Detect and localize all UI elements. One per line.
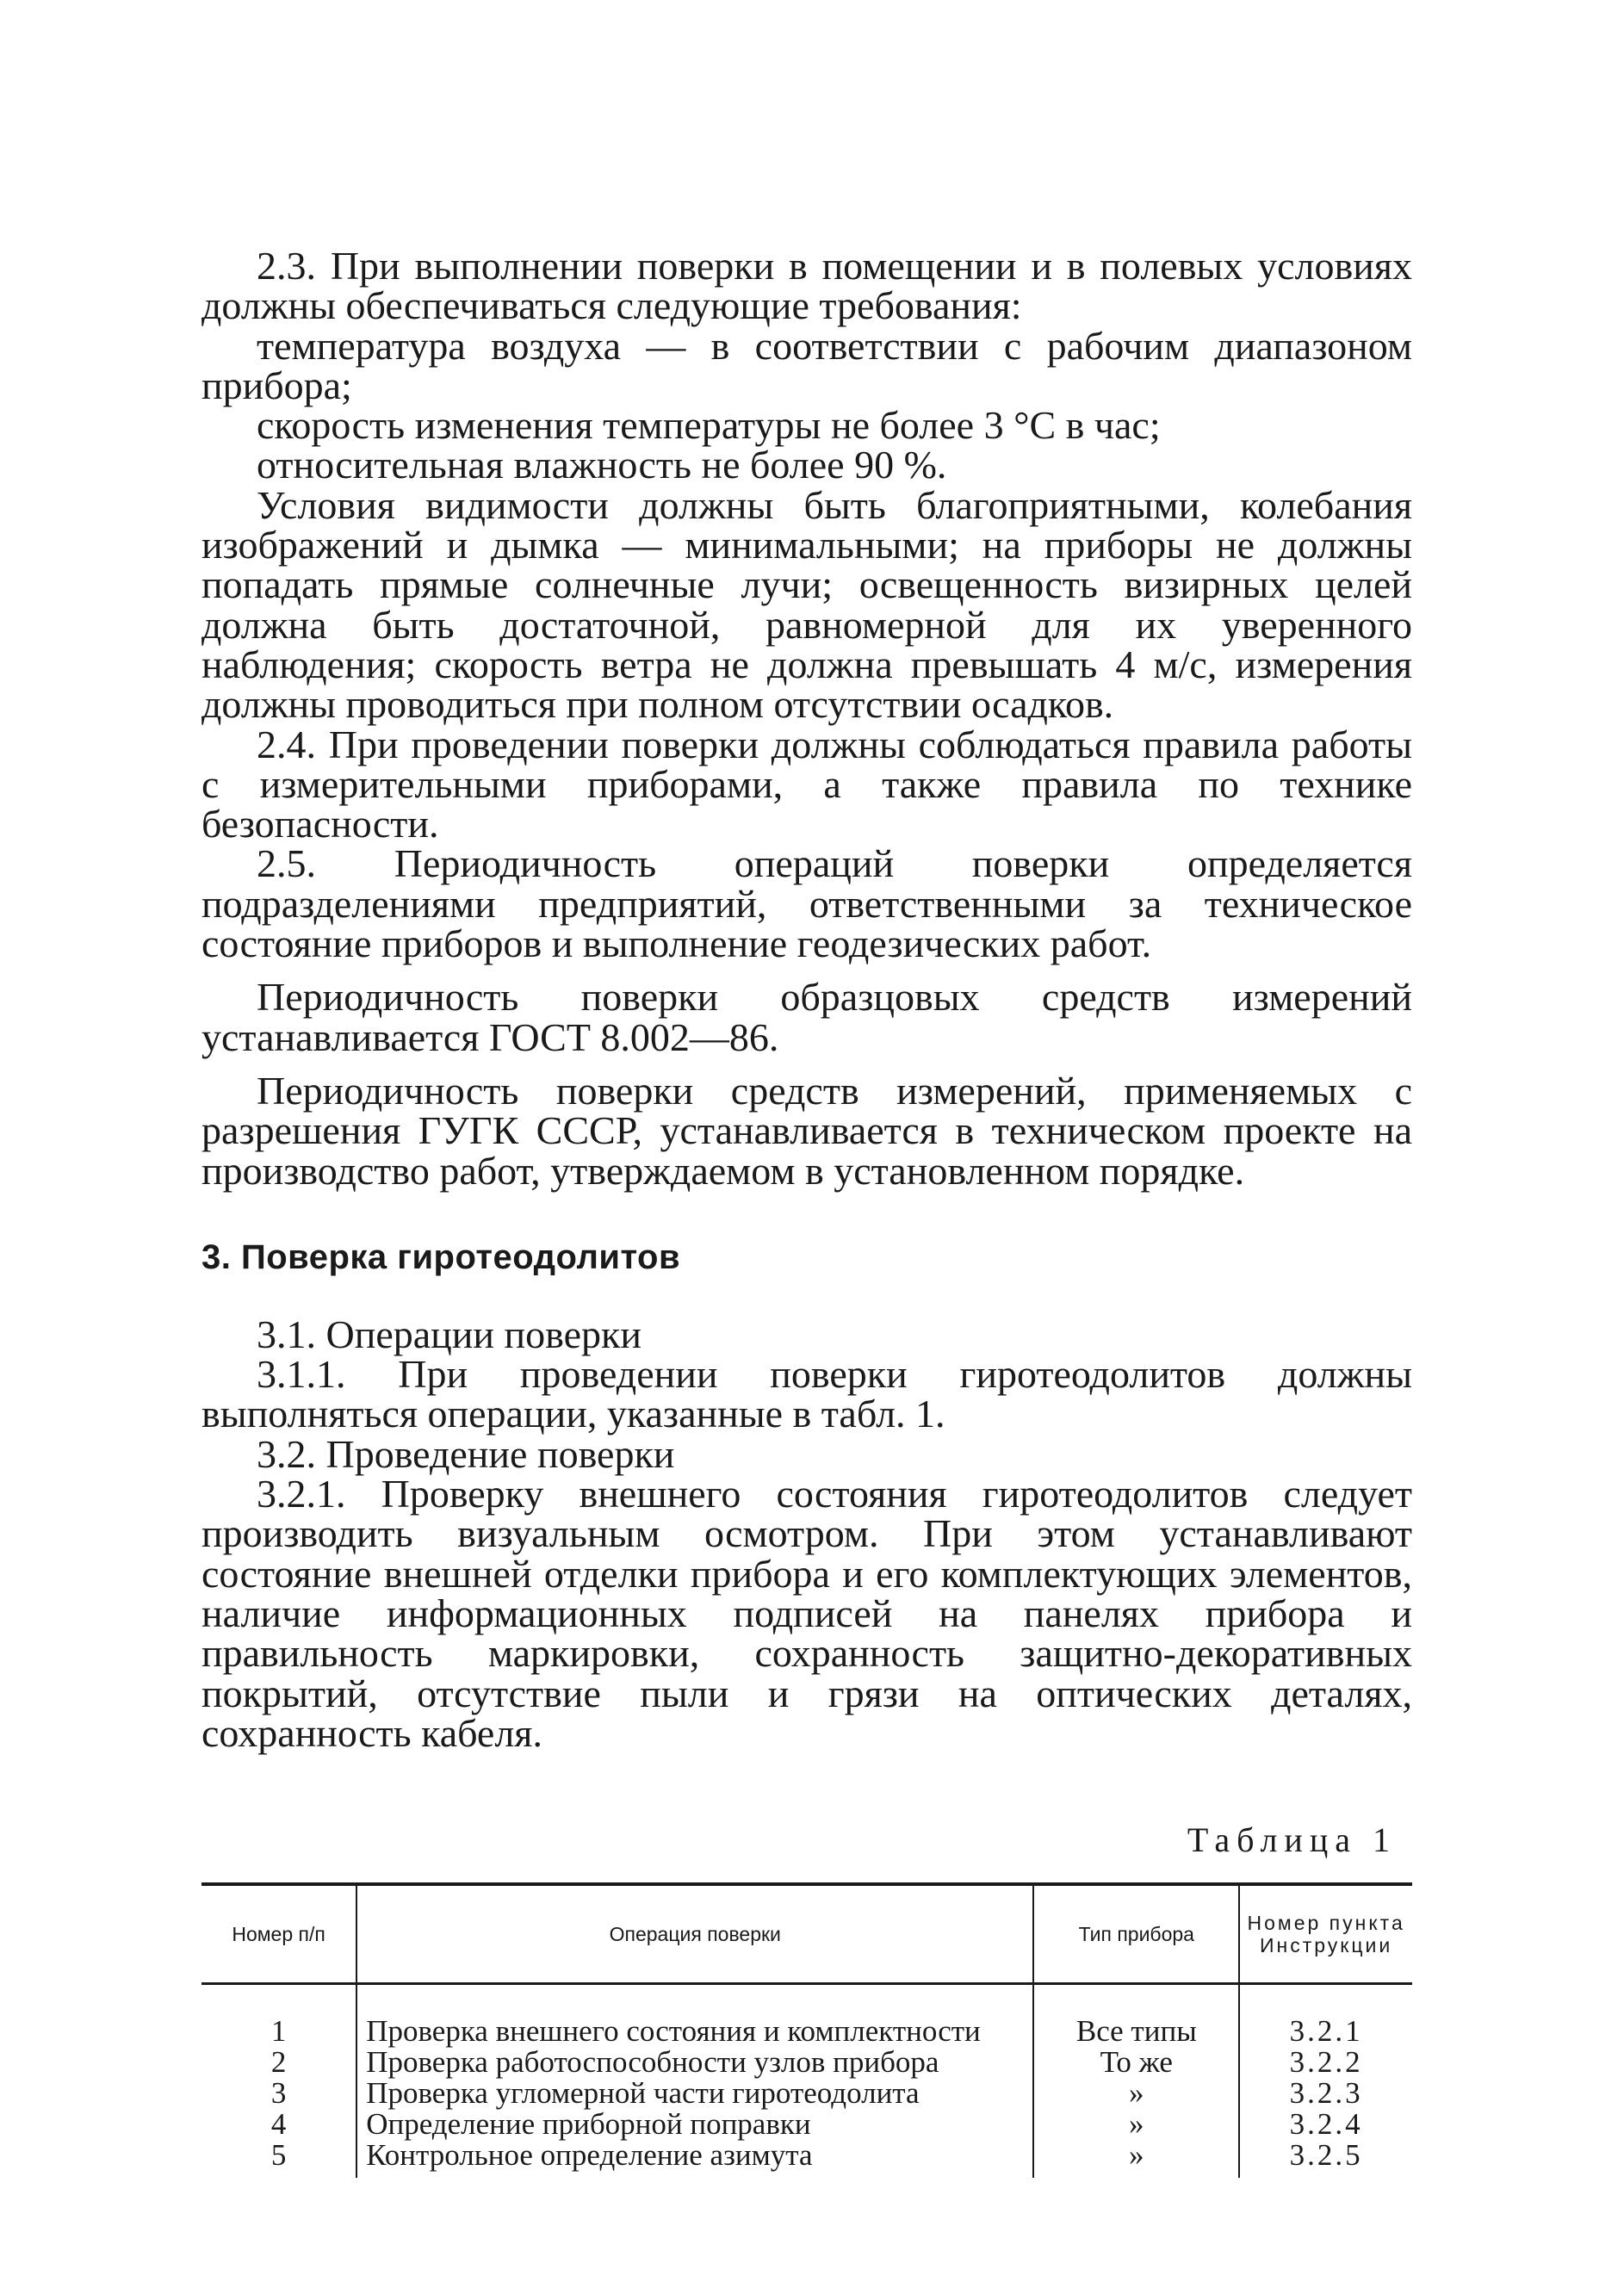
paragraph-visibility: Условия видимости должны быть благоприятными, колебания изображений и дымка — минимальными; на приборы не должны попадать прямые солнечные лучи; освещенность визирных целей должна быть достаточной, равномерной для их уверенного наблюдения; скорость ветра не должна превышать 4 м/с, измерения должны проводиться при полном отсутствии осадков. xyxy=(201,482,1412,727)
paragraph-2-4: 2.4. При проведении поверки должны соблюдаться правила работы с измерительными приборами, а также правила по технике безопасности. xyxy=(201,722,1412,846)
header-clause: Номер пункта Инструкции xyxy=(1239,1884,1412,1984)
cell-clause: 3.2.5 xyxy=(1289,2138,1363,2173)
cell-device-type: Все типы xyxy=(1033,1984,1239,2048)
cell-operation: Проверка угломерной части гиротеодолита xyxy=(356,2078,1033,2109)
table-title: Таблица 1 xyxy=(1187,1820,1397,1860)
cell-operation: Определение приборной поправки xyxy=(356,2109,1033,2140)
table-row xyxy=(201,2109,1412,2140)
cell-operation: Проверка внешнего состояния и комплектности xyxy=(356,1984,1033,2048)
requirement-temperature: температура воздуха — в соответствии с рабочим диапазоном прибора; xyxy=(201,323,1412,407)
cell-device-type: » xyxy=(1033,2140,1239,2178)
paragraph-3-2: 3.2. Проведение поверки xyxy=(257,1431,675,1476)
body-text-top xyxy=(201,246,1412,1191)
cell-clause: 3.2.2 xyxy=(1289,2045,1363,2080)
cell-number: 3 xyxy=(201,2078,356,2109)
section-heading: 3. Поверка гиротеодолитов xyxy=(201,1237,681,1276)
cell-number: 5 xyxy=(201,2140,356,2178)
cell-operation: Контрольное определение азимута xyxy=(356,2140,1033,2178)
header-operation: Операция поверки xyxy=(356,1884,1033,1984)
paragraph-3-2-1: 3.2.1. Проверку внешнего состояния гиротеодолитов следует производить визуальным осмотром. При этом устанавливают состояние внешней отделки прибора и его комплектующих элементов, наличие информационных подписей на панелях прибора и правильность маркировки, сохранность защитно-декоративных покрытий, отсутствие пыли и грязи на оптических деталях, сохранность кабеля. xyxy=(201,1472,1412,1755)
paragraph-periodicity-reference: Периодичность поверки образцовых средств измерений устанавливается ГОСТ 8.002—86. xyxy=(201,975,1412,1059)
paragraph-periodicity-gugk: Периодичность поверки средств измерений, применяемых с разрешения ГУГК СССР, устанавливается в техническом проекте на производство работ, утверждаемом в установленном порядке. xyxy=(201,1068,1412,1193)
header-number: Номер п/п xyxy=(201,1884,356,1984)
cell-device-type: » xyxy=(1033,2078,1239,2109)
table-row xyxy=(201,1984,1412,2048)
cell-operation: Проверка работоспособности узлов прибора xyxy=(356,2047,1033,2078)
table-header-row xyxy=(201,1884,1412,1984)
table-row xyxy=(201,2140,1412,2178)
table-row xyxy=(201,2047,1412,2078)
cell-device-type: То же xyxy=(1033,2047,1239,2078)
paragraph-3-1-1: 3.1.1. При проведении поверки гиротеодолитов должны выполняться операции, указанные в табл. 1. xyxy=(201,1352,1412,1436)
table-row xyxy=(201,2078,1412,2109)
operations-table xyxy=(201,1882,1412,2178)
document-page xyxy=(201,246,1412,2178)
paragraph-3-1: 3.1. Операции поверки xyxy=(257,1312,642,1356)
cell-clause: 3.2.4 xyxy=(1289,2107,1363,2142)
cell-number: 2 xyxy=(201,2047,356,2078)
paragraph-2-5: 2.5. Периодичность операций поверки определяется подразделениями предприятий, ответственными за техническое состояние приборов и выполнение геодезических работ. xyxy=(201,841,1412,966)
cell-device-type: » xyxy=(1033,2109,1239,2140)
body-text-bottom xyxy=(201,1312,1412,1755)
cell-number: 4 xyxy=(201,2109,356,2140)
requirement-temperature-rate: скорость изменения температуры не более 3 °С в час; xyxy=(257,403,1161,448)
requirement-humidity: относительная влажность не более 90 %. xyxy=(257,443,947,487)
header-device-type: Тип прибора xyxy=(1033,1884,1239,1984)
paragraph-2-3: 2.3. При выполнении поверки в помещении и в полевых условиях должны обеспечиваться следующие требования: xyxy=(201,244,1412,328)
cell-clause: 3.2.3 xyxy=(1289,2076,1363,2111)
cell-clause: 3.2.1 xyxy=(1289,2014,1363,2049)
cell-number: 1 xyxy=(201,1984,356,2048)
